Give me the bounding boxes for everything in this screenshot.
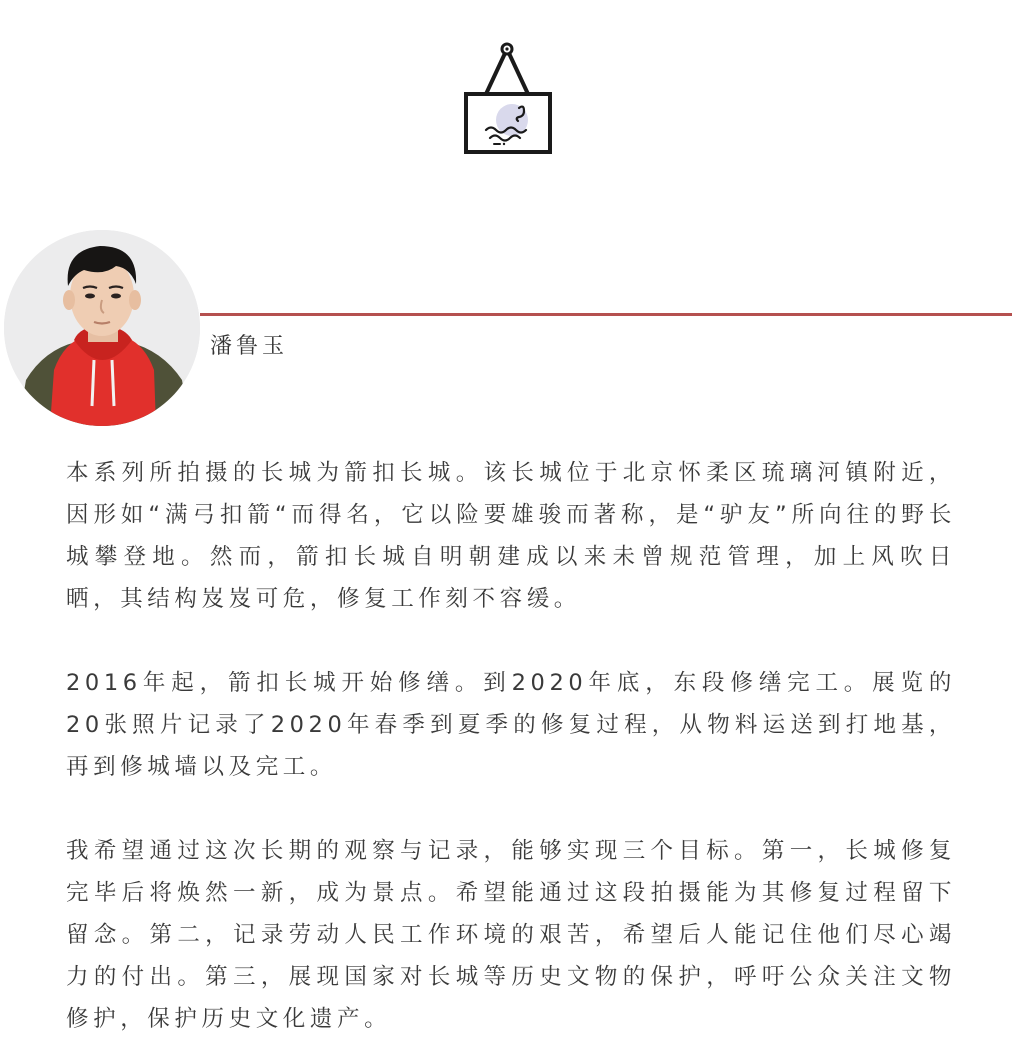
author-name: 潘鲁玉 <box>210 334 289 359</box>
author-divider-rule <box>200 313 1012 316</box>
article-paragraph: 本系列所拍摄的长城为箭扣长城。该长城位于北京怀柔区琉璃河镇附近，因形如“满弓扣箭“而得名，它以险要雄骏而著称，是“驴友”所向往的野长城攀登地。然而，箭扣长城自明朝建成以来未曾规范管理，加上风吹日晒，其结构岌岌可危，修复工作刻不容缓。 <box>66 460 956 612</box>
article-paragraph: 2016年起，箭扣长城开始修缮。到2020年底，东段修缮完工。展览的20张照片记录了2020年春季到夏季的修复过程，从物料运送到打地基，再到修城墙以及完工。 <box>66 670 956 780</box>
article-body <box>66 452 956 1040</box>
hanging-frame-icon <box>460 40 556 156</box>
author-avatar <box>4 230 200 426</box>
article-paragraph: 我希望通过这次长期的观察与记录，能够实现三个目标。第一，长城修复完毕后将焕然一新，成为景点。希望能通过这段拍摄能为其修复过程留下留念。第二，记录劳动人民工作环境的艰苦，希望后人能记住他们尽心竭力的付出。第三，展现国家对长城等历史文物的保护，呼吁公众关注文物修护，保护历史文化遗产。 <box>66 838 956 1032</box>
